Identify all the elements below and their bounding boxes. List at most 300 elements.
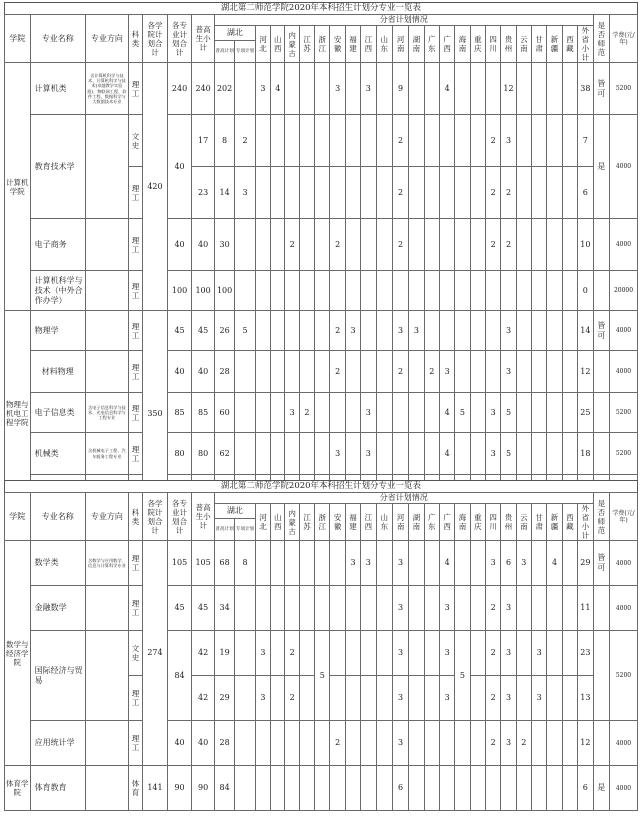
subject-type: 理工 (128, 63, 142, 115)
province-count (485, 766, 500, 811)
province-count (299, 766, 314, 811)
major-total: 40 (167, 219, 192, 271)
out-province-total: 14 (578, 311, 594, 351)
col-header-province: 贵州 (501, 504, 516, 541)
province-count: 3 (485, 541, 500, 586)
col-header-province: 海南 (455, 26, 470, 63)
province-count: 3 (345, 311, 360, 351)
col-header-hubei-special: 专项计划 (235, 519, 255, 541)
major-direction (85, 271, 128, 311)
province-count (376, 271, 392, 311)
province-count: 3 (345, 541, 360, 586)
province-count (532, 219, 547, 271)
tuition-fee: 4000 (610, 541, 638, 586)
province-count (424, 541, 439, 586)
table-row (5, 393, 638, 433)
province-count (376, 433, 392, 475)
province-count: 2 (285, 676, 299, 721)
major-name: 教育技术学 (30, 115, 85, 219)
province-count: 3 (501, 631, 516, 676)
province-count (470, 721, 485, 766)
col-header-province: 山东 (376, 26, 392, 63)
province-count (547, 351, 562, 393)
province-count (424, 433, 439, 475)
major-name: 数学类 (30, 541, 85, 586)
province-count (562, 63, 577, 115)
college-total: 350 (143, 311, 168, 517)
tuition-fee: 5200 (610, 393, 638, 433)
hubei-general: 26 (214, 311, 234, 351)
general-total: 85 (192, 393, 215, 433)
hubei-general: 28 (214, 721, 234, 766)
province-count: 3 (392, 721, 408, 766)
province-count: 2 (299, 393, 314, 433)
hubei-special: 5 (235, 311, 255, 351)
province-count (299, 721, 314, 766)
col-header-province: 甘肃 (532, 504, 547, 541)
hubei-special: 2 (235, 115, 255, 167)
province-count (516, 433, 531, 475)
province-count (315, 433, 330, 475)
table-row (5, 63, 638, 115)
hubei-special: 3 (235, 167, 255, 219)
province-count (562, 541, 577, 586)
province-count (376, 766, 392, 811)
major-name: 体育教育 (30, 766, 85, 811)
tuition-fee: 4000 (610, 115, 638, 219)
col-header-province: 湖南 (409, 504, 424, 541)
province-count (562, 311, 577, 351)
province-count (547, 766, 562, 811)
out-province-total: 6 (578, 167, 594, 219)
province-count (470, 631, 485, 676)
col-header-province: 福建 (345, 504, 360, 541)
province-count (376, 721, 392, 766)
province-count (361, 676, 376, 721)
teacher-flag (593, 351, 609, 393)
province-count (345, 393, 360, 433)
major-name: 国际经济与贸易 (30, 631, 85, 721)
province-count (455, 63, 470, 115)
col-header-province: 云南 (516, 26, 531, 63)
tuition-fee: 20000 (610, 271, 638, 311)
out-province-total: 12 (578, 351, 594, 393)
province-count (299, 271, 314, 311)
province-count: 5 (455, 393, 470, 433)
col-header-province: 安徽 (330, 26, 345, 63)
col-header-hubei: 湖北 (214, 504, 255, 519)
general-total: 40 (192, 351, 215, 393)
province-count (330, 676, 345, 721)
province-count: 3 (439, 586, 454, 631)
province-count (562, 631, 577, 676)
province-count (345, 271, 360, 311)
province-count (315, 167, 330, 219)
province-count (532, 167, 547, 219)
province-count: 3 (516, 541, 531, 586)
out-province-total: 18 (578, 433, 594, 475)
province-count: 3 (501, 676, 516, 721)
subject-type: 理工 (128, 721, 142, 766)
subject-type: 文史 (128, 115, 142, 167)
tuition-fee: 4000 (610, 351, 638, 393)
province-count: 3 (501, 115, 516, 167)
tuition-fee: 4000 (610, 311, 638, 351)
province-count: 3 (501, 311, 516, 351)
major-name: 金融数学 (30, 586, 85, 631)
province-count (255, 766, 270, 811)
province-count (345, 219, 360, 271)
province-count (345, 63, 360, 115)
general-total: 100 (192, 271, 215, 311)
province-count: 6 (392, 766, 408, 811)
province-count: 5 (501, 393, 516, 433)
province-count: 4 (439, 541, 454, 586)
province-count: 3 (285, 393, 299, 433)
province-count (470, 541, 485, 586)
major-direction (85, 586, 128, 631)
province-count (376, 351, 392, 393)
out-province-total: 23 (578, 631, 594, 676)
major-total: 105 (167, 541, 192, 586)
general-total: 105 (192, 541, 215, 586)
table-row (5, 541, 638, 586)
province-count: 2 (516, 721, 531, 766)
subject-type: 理工 (128, 393, 142, 433)
province-count: 2 (485, 167, 500, 219)
col-header-hubei: 湖北 (214, 26, 255, 41)
subject-type: 体育 (128, 766, 142, 811)
general-total: 23 (192, 167, 215, 219)
province-count (562, 167, 577, 219)
major-total: 90 (167, 766, 192, 811)
hubei-general: 19 (214, 631, 234, 676)
major-name: 电子商务 (30, 219, 85, 271)
province-count (345, 351, 360, 393)
province-count: 2 (392, 115, 408, 167)
col-header-province: 浙江 (315, 26, 330, 63)
province-count (409, 721, 424, 766)
province-count (299, 676, 314, 721)
teacher-flag: 皆可 (593, 541, 609, 586)
province-count: 3 (392, 541, 408, 586)
major-total: 84 (167, 631, 192, 721)
province-count (271, 631, 285, 676)
col-header-general-total: 普高生小计 (192, 493, 215, 541)
table-row (5, 631, 638, 676)
col-header-hubei-general: 普高计划 (214, 41, 234, 63)
province-count (376, 676, 392, 721)
province-count: 3 (255, 631, 270, 676)
province-count (361, 766, 376, 811)
province-count (424, 631, 439, 676)
province-count (424, 167, 439, 219)
major-total: 40 (167, 351, 192, 393)
plan-table (4, 14, 638, 517)
hubei-special (235, 219, 255, 271)
province-count (315, 271, 330, 311)
province-count (299, 433, 314, 475)
province-count: 3 (439, 676, 454, 721)
province-count (547, 721, 562, 766)
province-count (455, 433, 470, 475)
hubei-general: 14 (214, 167, 234, 219)
province-count (562, 586, 577, 631)
province-count (470, 219, 485, 271)
major-total: 45 (167, 311, 192, 351)
subject-type: 理工 (128, 311, 142, 351)
province-count (501, 766, 516, 811)
province-count (285, 766, 299, 811)
tuition-fee: 5200 (610, 63, 638, 115)
province-count (562, 676, 577, 721)
province-count (271, 271, 285, 311)
province-count (424, 586, 439, 631)
province-count: 3 (255, 676, 270, 721)
hubei-special (235, 63, 255, 115)
province-count (532, 351, 547, 393)
province-count: 3 (361, 63, 376, 115)
province-count: 2 (501, 219, 516, 271)
teacher-flag (593, 631, 609, 721)
col-header-province: 新疆 (547, 504, 562, 541)
col-header-distribution: 分省计划情况 (214, 493, 593, 504)
province-count: 2 (392, 351, 408, 393)
province-count (532, 541, 547, 586)
province-count (255, 311, 270, 351)
col-header-subject: 科类 (128, 15, 142, 63)
province-count: 2 (485, 586, 500, 631)
major-direction: 含计算机科学与技术、计算机科学与技术(卓越教学实验班)、物联网工程、软件工程、数据科学与大数据技术专业 (85, 63, 128, 115)
teacher-flag (593, 271, 609, 311)
province-count: 4 (547, 541, 562, 586)
col-header-major: 专业名称 (30, 15, 85, 63)
major-total: 40 (167, 721, 192, 766)
province-count (315, 219, 330, 271)
province-count (516, 63, 531, 115)
major-total: 45 (167, 586, 192, 631)
table-row (5, 766, 638, 811)
major-direction (85, 311, 128, 351)
province-count: 2 (392, 167, 408, 219)
col-header-province: 西藏 (562, 26, 577, 63)
major-direction (85, 115, 128, 219)
major-total: 85 (167, 393, 192, 433)
province-count (470, 311, 485, 351)
province-count (532, 433, 547, 475)
col-header-major-total: 各专业计划合计 (167, 15, 192, 63)
province-count: 3 (501, 721, 516, 766)
col-header-province: 山东 (376, 504, 392, 541)
province-count (285, 115, 299, 167)
col-header-province: 新疆 (547, 26, 562, 63)
hubei-special (235, 766, 255, 811)
hubei-general: 8 (214, 115, 234, 167)
tuition-fee: 5200 (610, 433, 638, 475)
subject-type: 理工 (128, 676, 142, 721)
col-header-province: 河北 (255, 504, 270, 541)
hubei-general: 29 (214, 676, 234, 721)
col-header-province: 云南 (516, 504, 531, 541)
province-count (424, 63, 439, 115)
province-count (562, 219, 577, 271)
hubei-general: 28 (214, 351, 234, 393)
hubei-special (235, 586, 255, 631)
table-row (5, 433, 638, 475)
col-header-province: 广东 (424, 504, 439, 541)
province-count (562, 393, 577, 433)
general-total: 240 (192, 63, 215, 115)
table-row (5, 311, 638, 351)
col-header-province: 重庆 (470, 26, 485, 63)
province-count (330, 631, 345, 676)
major-name: 物理学 (30, 311, 85, 351)
province-count: 3 (361, 541, 376, 586)
out-province-total: 7 (578, 115, 594, 167)
table-row (5, 271, 638, 311)
province-count (424, 311, 439, 351)
province-count (315, 586, 330, 631)
province-count (285, 271, 299, 311)
province-count (516, 311, 531, 351)
province-count (409, 351, 424, 393)
province-count (299, 311, 314, 351)
province-count (299, 351, 314, 393)
province-count (345, 115, 360, 167)
major-direction (85, 351, 128, 393)
col-header-fee: 学费(元/年) (610, 493, 638, 541)
province-count (532, 721, 547, 766)
col-header-province: 重庆 (470, 504, 485, 541)
province-count (532, 766, 547, 811)
province-count (255, 219, 270, 271)
province-count: 4 (271, 63, 285, 115)
province-count: 2 (330, 721, 345, 766)
province-count (470, 586, 485, 631)
major-total: 40 (167, 115, 192, 219)
hubei-general: 100 (214, 271, 234, 311)
subject-type: 理工 (128, 433, 142, 475)
col-header-college-total: 各学院计划合计 (143, 15, 168, 63)
college-total: 141 (143, 766, 168, 811)
province-count: 3 (409, 311, 424, 351)
province-count (455, 351, 470, 393)
province-count (409, 541, 424, 586)
major-direction (85, 631, 128, 721)
province-count: 3 (439, 351, 454, 393)
province-count (516, 351, 531, 393)
province-count (255, 721, 270, 766)
major-total: 100 (167, 271, 192, 311)
province-count (547, 311, 562, 351)
col-header-hubei-general: 普高计划 (214, 519, 234, 541)
province-count: 3 (392, 311, 408, 351)
hubei-general: 60 (214, 393, 234, 433)
hubei-general: 84 (214, 766, 234, 811)
subject-type: 理工 (128, 351, 142, 393)
province-count (547, 393, 562, 433)
province-count: 2 (330, 351, 345, 393)
province-count: 2 (485, 631, 500, 676)
province-count: 5 (501, 433, 516, 475)
province-count (299, 219, 314, 271)
province-count (424, 271, 439, 311)
province-count (299, 541, 314, 586)
province-count (485, 311, 500, 351)
col-header-province: 山西 (271, 26, 285, 63)
province-count (255, 393, 270, 433)
hubei-special (235, 721, 255, 766)
college-name: 计算机学院 (5, 63, 31, 311)
col-header-province: 贵州 (501, 26, 516, 63)
col-header-province: 内蒙古 (285, 26, 299, 63)
province-count (562, 433, 577, 475)
province-count: 6 (501, 541, 516, 586)
subject-type: 文史 (128, 631, 142, 676)
hubei-special (235, 433, 255, 475)
col-header-province: 江苏 (299, 504, 314, 541)
out-province-total: 25 (578, 393, 594, 433)
col-header-general-total: 普高生小计 (192, 15, 215, 63)
province-count (255, 586, 270, 631)
province-count (315, 541, 330, 586)
province-count (424, 721, 439, 766)
province-count (330, 541, 345, 586)
province-count (562, 271, 577, 311)
subject-type: 理工 (128, 541, 142, 586)
major-direction (85, 219, 128, 271)
province-count (271, 541, 285, 586)
subject-type: 理工 (128, 271, 142, 311)
col-header-teacher: 是否师范 (593, 493, 609, 541)
province-count (330, 115, 345, 167)
table-row (5, 721, 638, 766)
province-count (345, 766, 360, 811)
province-count (562, 351, 577, 393)
province-count (547, 271, 562, 311)
province-count (455, 219, 470, 271)
table-row (5, 351, 638, 393)
province-count (271, 433, 285, 475)
province-count (376, 586, 392, 631)
province-count (470, 115, 485, 167)
province-count (285, 63, 299, 115)
subject-type: 理工 (128, 167, 142, 219)
col-header-province: 海南 (455, 504, 470, 541)
province-count (345, 586, 360, 631)
major-total: 240 (167, 63, 192, 115)
province-count: 2 (285, 631, 299, 676)
province-count (271, 766, 285, 811)
province-count (439, 219, 454, 271)
subject-type: 理工 (128, 586, 142, 631)
out-province-total: 0 (578, 271, 594, 311)
province-count (532, 271, 547, 311)
hubei-special (235, 631, 255, 676)
col-header-province: 河南 (392, 504, 408, 541)
out-province-total: 38 (578, 63, 594, 115)
hubei-special (235, 676, 255, 721)
province-count (376, 311, 392, 351)
col-header-province: 四川 (485, 26, 500, 63)
hubei-general: 202 (214, 63, 234, 115)
enrollment-plan-sheet-1 (4, 2, 638, 517)
province-count (255, 433, 270, 475)
province-count (516, 586, 531, 631)
province-count: 4 (439, 63, 454, 115)
province-count (562, 115, 577, 167)
province-count (455, 311, 470, 351)
